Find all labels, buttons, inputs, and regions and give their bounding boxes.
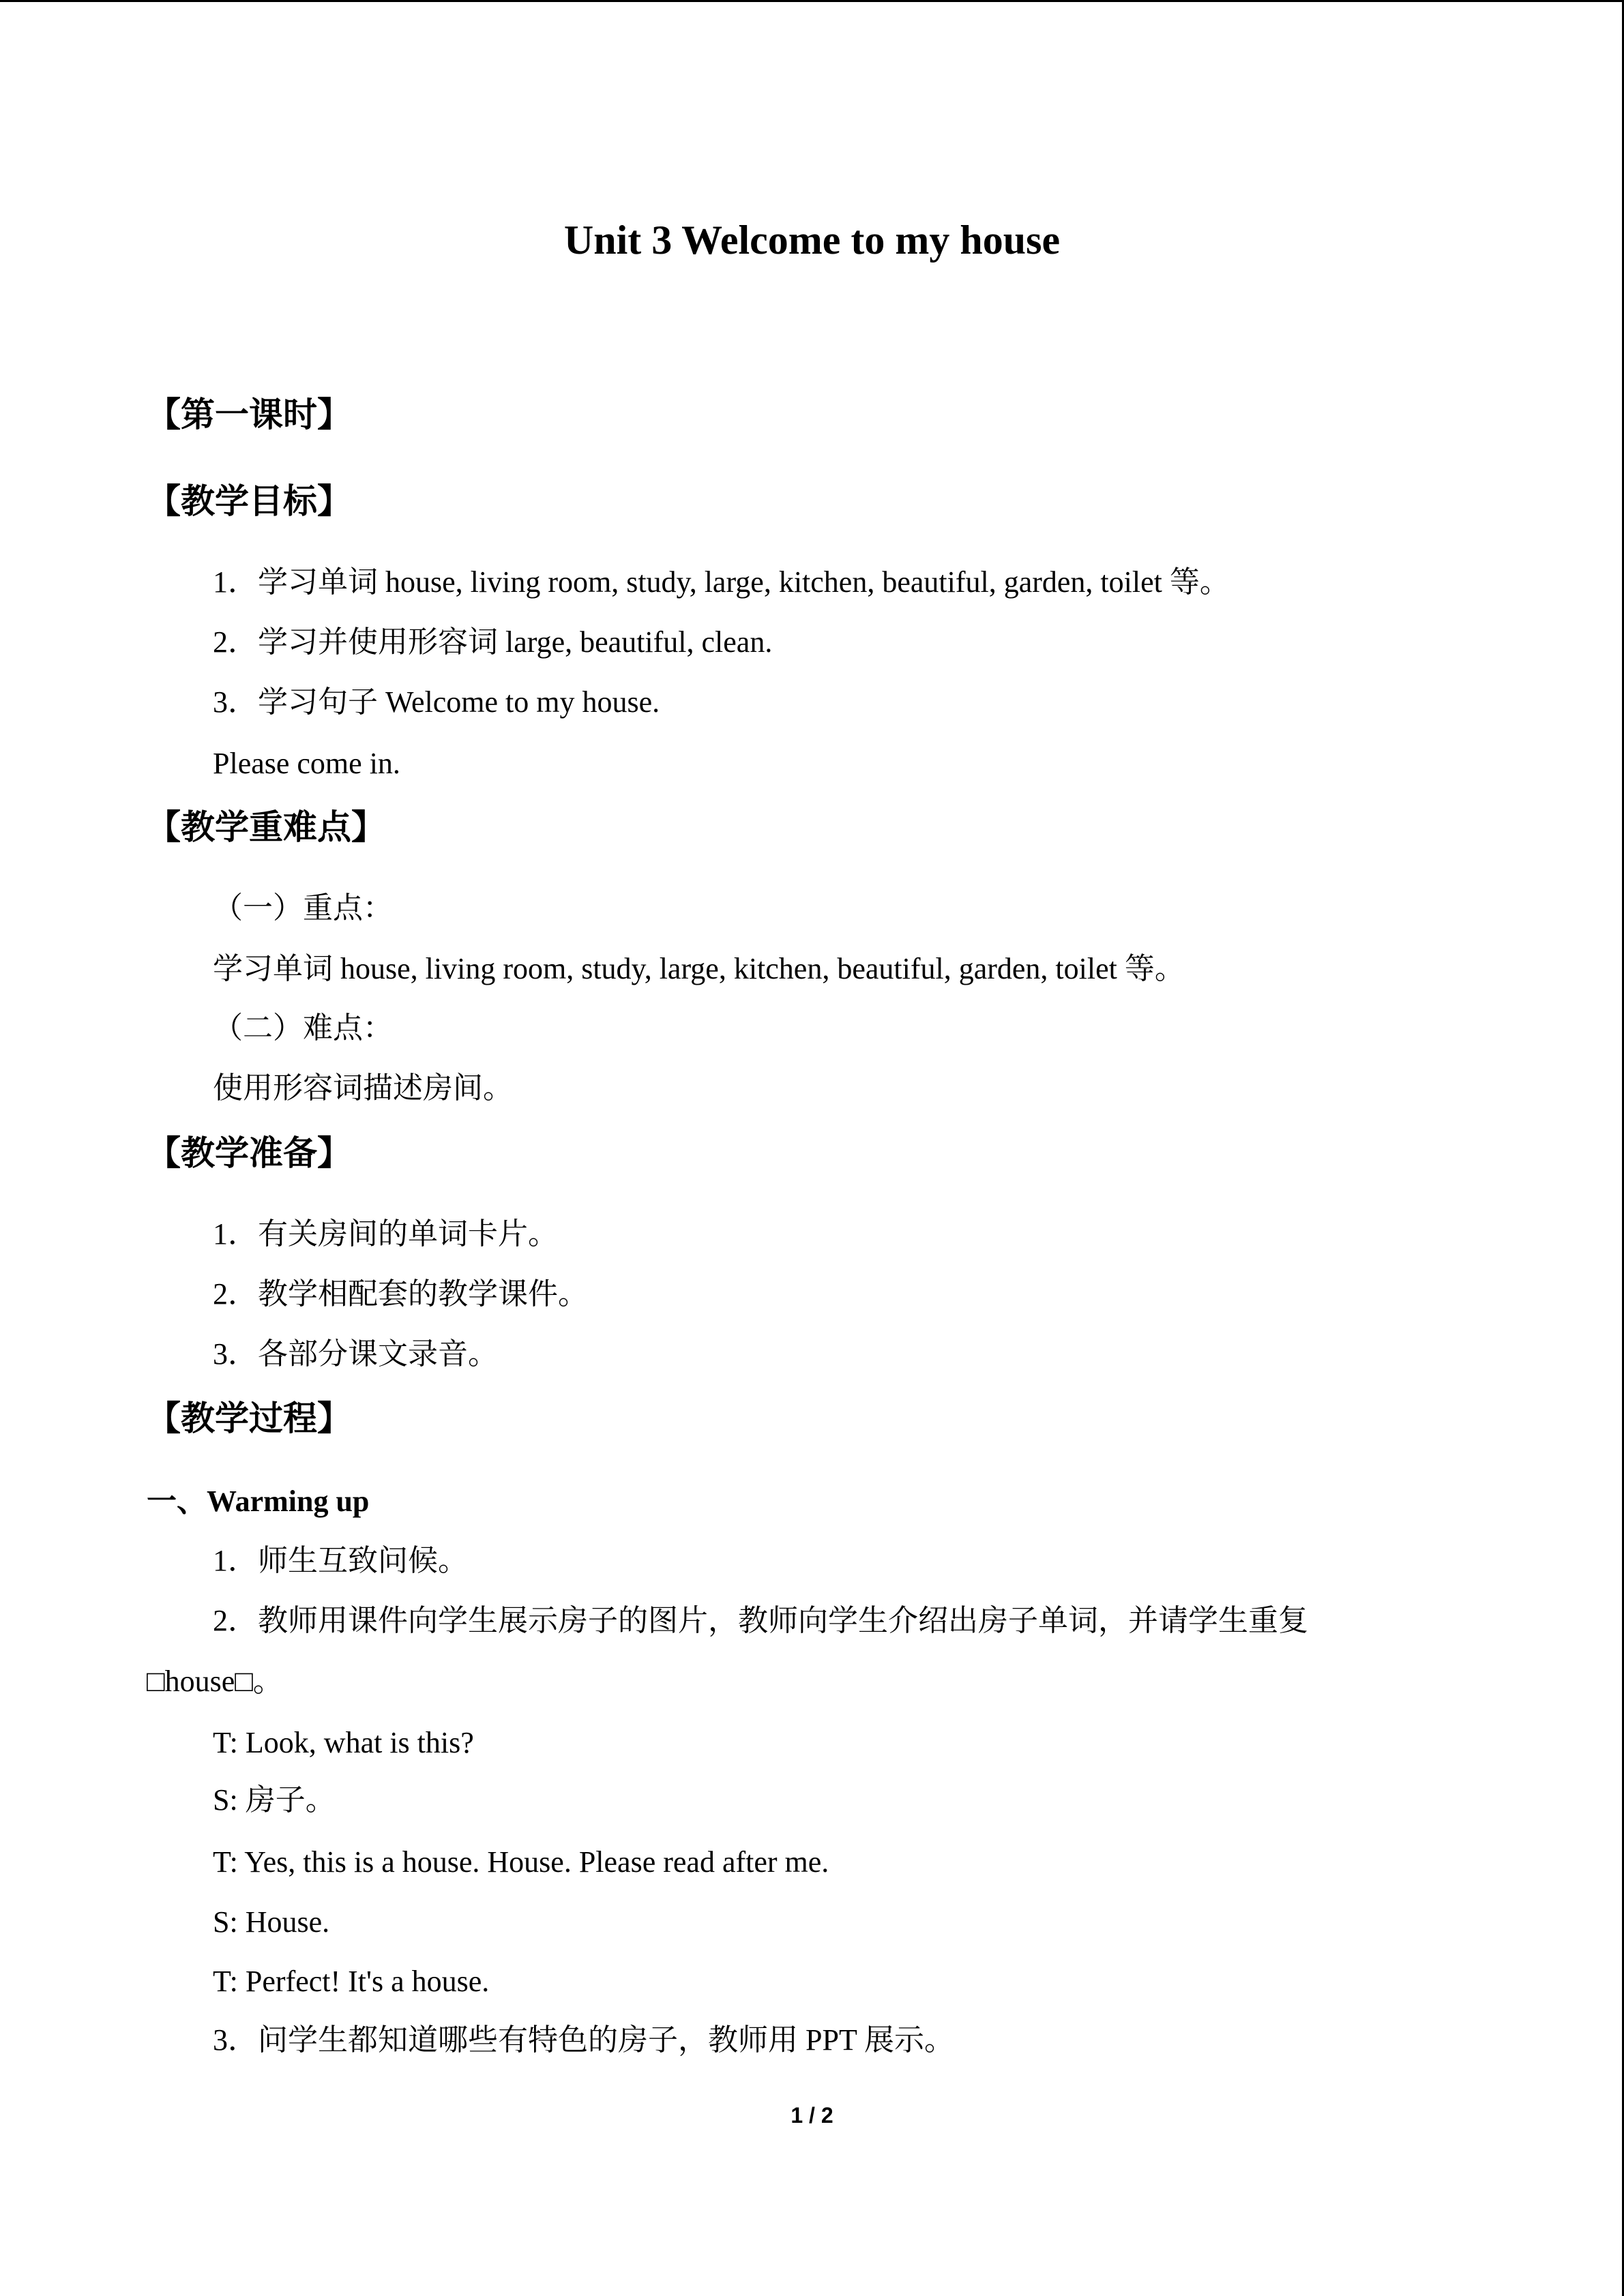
dialogue-line-3: T: Yes, this is a house. House. Please read after me. bbox=[213, 1845, 829, 1879]
dialogue-line-2: S: 房子。 bbox=[213, 1783, 336, 1817]
preparation-item-3: 3．各部分课文录音。 bbox=[213, 1337, 498, 1371]
dialogue-line-5: T: Perfect! It's a house. bbox=[213, 1965, 490, 1998]
difficulty-label: （二）难点： bbox=[213, 1011, 393, 1045]
objective-item-4: Please come in. bbox=[213, 747, 400, 780]
preparation-item-2: 2．教学相配套的教学课件。 bbox=[213, 1277, 588, 1311]
process-line-2: 2．教师用课件向学生展示房子的图片，教师向学生介绍出房子单词，并请学生重复 bbox=[213, 1604, 1308, 1637]
difficulty-text: 使用形容词描述房间。 bbox=[213, 1071, 513, 1105]
heading-key-points: 【教学重难点】 bbox=[147, 807, 385, 847]
heading-process: 【教学过程】 bbox=[147, 1399, 351, 1438]
process-line-3: □house□。 bbox=[147, 1665, 283, 1698]
objective-item-1: 1．学习单词 house, living room, study, large, kitchen, beautiful, garden, toilet 等。 bbox=[213, 565, 1230, 599]
page-border-top bbox=[0, 0, 1624, 2]
objective-item-3: 3．学习句子 Welcome to my house. bbox=[213, 685, 660, 719]
process-line-1: 1．师生互致问候。 bbox=[213, 1544, 468, 1577]
heading-preparation: 【教学准备】 bbox=[147, 1133, 351, 1173]
process-line-4: 3．问学生都知道哪些有特色的房子，教师用 PPT 展示。 bbox=[213, 2023, 955, 2057]
dialogue-line-1: T: Look, what is this? bbox=[213, 1726, 474, 1759]
objective-item-2: 2．学习并使用形容词 large, beautiful, clean. bbox=[213, 625, 773, 659]
preparation-item-1: 1．有关房间的单词卡片。 bbox=[213, 1217, 558, 1251]
dialogue-line-4: S: House. bbox=[213, 1905, 330, 1939]
warmup-title: 一、Warming up bbox=[147, 1485, 370, 1518]
page-number: 1 / 2 bbox=[791, 2103, 833, 2128]
focus-label: （一）重点： bbox=[213, 891, 393, 925]
focus-text: 学习单词 house, living room, study, large, kitchen, beautiful, garden, toilet 等。 bbox=[213, 952, 1185, 985]
heading-lesson: 【第一课时】 bbox=[147, 395, 351, 434]
heading-objectives: 【教学目标】 bbox=[147, 481, 351, 521]
document-title: Unit 3 Welcome to my house bbox=[563, 218, 1061, 263]
